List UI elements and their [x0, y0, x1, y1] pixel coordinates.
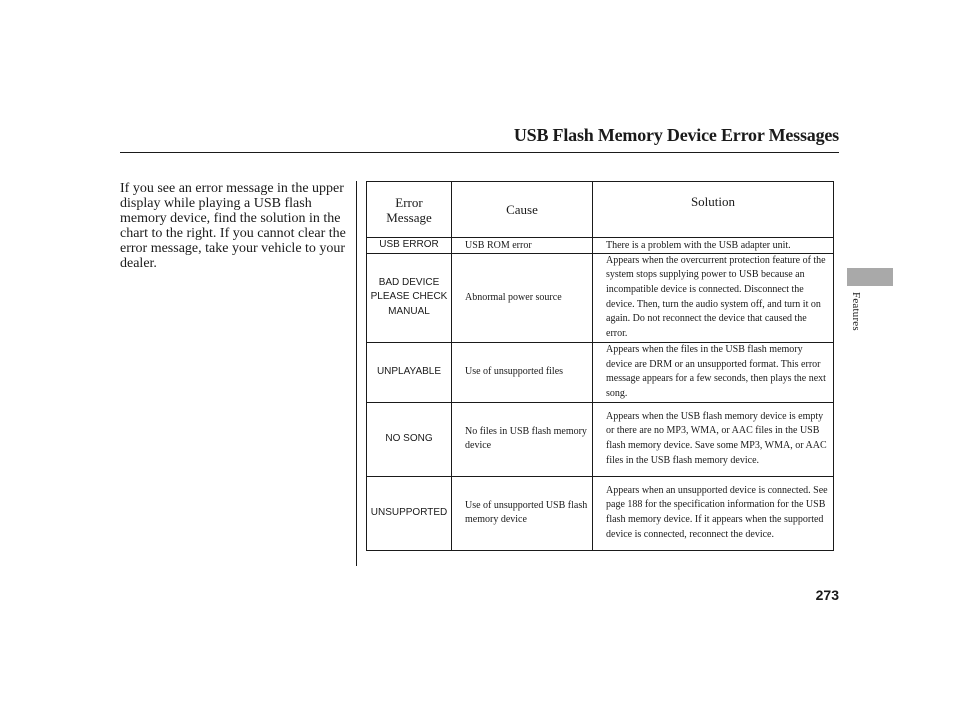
error-message-cell: UNSUPPORTED	[367, 476, 452, 550]
header-error-message	[367, 182, 452, 238]
page-title: USB Flash Memory Device Error Messages	[513, 125, 839, 145]
page-number: 273	[815, 587, 839, 603]
error-messages-table	[366, 181, 834, 551]
solution-cell: Appears when the files in the USB flash memory device are DRM or an unsupported format. This error message appears for a few seconds, then plays the next song.	[593, 342, 834, 402]
column-divider	[356, 181, 357, 566]
solution-cell: Appears when the USB flash memory device is empty or there are no MP3, WMA, or AAC files in the USB flash memory device. Save some MP3, WMA, or AAC files in the USB flash memory device.	[593, 402, 834, 476]
table-row	[367, 342, 834, 402]
table-row	[367, 476, 834, 550]
table-header-row	[367, 182, 834, 238]
header-cause: Cause	[452, 182, 593, 238]
table-row	[367, 238, 834, 254]
header-error-message-text: Error Message	[386, 194, 432, 225]
cause-cell: Abnormal power source	[452, 253, 593, 342]
section-tab-label: Features	[850, 292, 862, 331]
cause-cell: Use of unsupported files	[452, 342, 593, 402]
error-message-cell: UNPLAYABLE	[367, 342, 452, 402]
error-message-cell: BAD DEVICE PLEASE CHECK MANUAL	[367, 253, 452, 342]
section-tab-marker	[847, 268, 893, 286]
error-message-cell: NO SONG	[367, 402, 452, 476]
intro-paragraph: If you see an error message in the upper display while playing a USB flash memory device, find the solution in the chart to the right. If you cannot clear the error message, take your vehicle to your dealer.	[120, 181, 346, 271]
cause-cell: Use of unsupported USB flash memory device	[452, 476, 593, 550]
table-row	[367, 402, 834, 476]
title-divider	[120, 152, 839, 153]
cause-cell: USB ROM error	[452, 238, 593, 254]
table-row	[367, 253, 834, 342]
solution-cell: Appears when the overcurrent protection feature of the system stops supplying power to USB because an incompatible device is connected. Disconnect the device. Then, turn the audio system off, and turn it on again. Do not reconnect the device that caused the error.	[593, 253, 834, 342]
header-solution: Solution	[593, 182, 834, 238]
solution-cell: There is a problem with the USB adapter unit.	[593, 238, 834, 254]
cause-cell: No files in USB flash memory device	[452, 402, 593, 476]
solution-cell: Appears when an unsupported device is connected. See page 188 for the specification information for the USB flash memory device. If it appears when the supported device is connected, reconnect the device.	[593, 476, 834, 550]
error-message-cell: USB ERROR	[367, 238, 452, 254]
